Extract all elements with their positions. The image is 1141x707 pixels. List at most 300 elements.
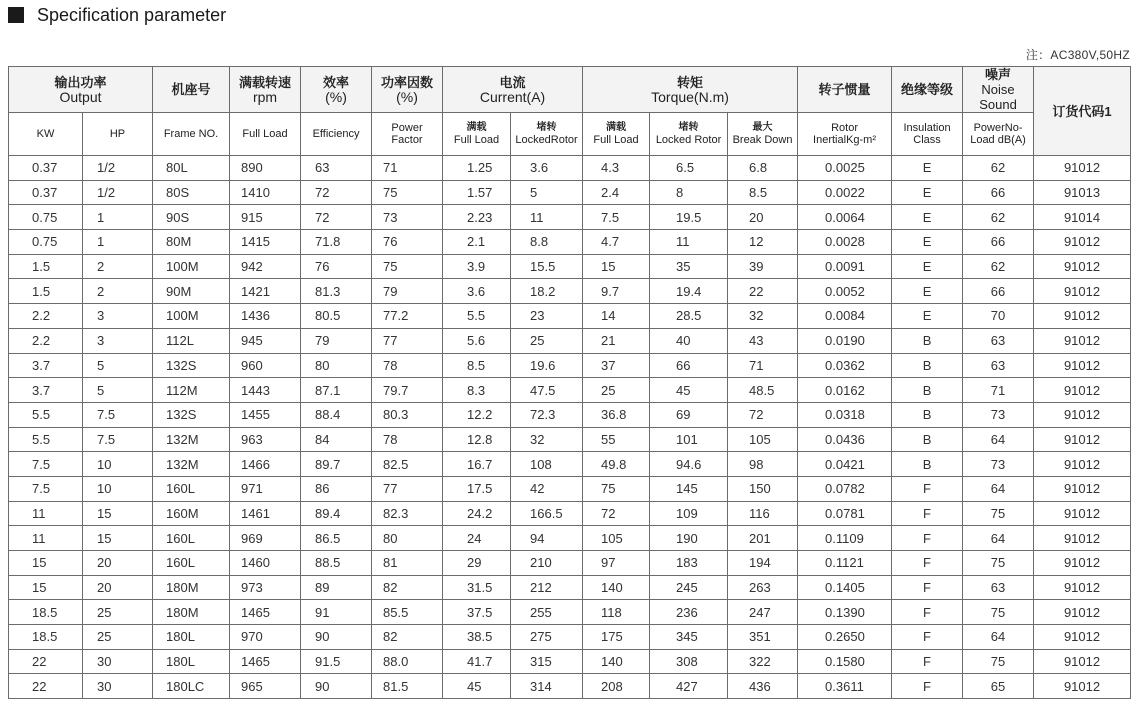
cell-speed: 1443 <box>230 378 301 403</box>
cell-frame: 80L <box>153 156 230 181</box>
col-frame <box>153 67 230 113</box>
table-row <box>9 230 1131 255</box>
cell-rotor-inertia: 0.0436 <box>798 427 892 452</box>
cell-torque-full: 4.7 <box>583 230 650 255</box>
table-row <box>9 625 1131 650</box>
table-row <box>9 649 1131 674</box>
cell-kw: 0.75 <box>9 205 83 230</box>
rotor-line1: Rotor <box>831 122 858 134</box>
cell-torque-max: 116 <box>728 501 798 526</box>
noise-line2: Load dB(A) <box>970 134 1026 146</box>
spec-table-body <box>9 156 1131 699</box>
cell-speed: 1421 <box>230 279 301 304</box>
cell-current-locked: 210 <box>511 551 583 576</box>
noise-line1: PowerNo- <box>973 122 1023 134</box>
cell-insulation: E <box>892 205 963 230</box>
cell-torque-max: 150 <box>728 476 798 501</box>
cell-rotor-inertia: 0.0318 <box>798 402 892 427</box>
cell-rotor-inertia: 0.0064 <box>798 205 892 230</box>
cell-noise: 62 <box>963 254 1034 279</box>
cell-speed: 942 <box>230 254 301 279</box>
cell-current-full: 37.5 <box>443 600 511 625</box>
cell-efficiency: 86 <box>301 476 372 501</box>
table-row <box>9 476 1131 501</box>
cell-current-locked: 25 <box>511 328 583 353</box>
cell-efficiency: 79 <box>301 328 372 353</box>
table-row <box>9 674 1131 699</box>
noise-en2: Sound <box>979 97 1017 112</box>
cell-hp: 2 <box>83 254 153 279</box>
table-row <box>9 575 1131 600</box>
sub-rotor <box>798 113 892 156</box>
cell-torque-locked: 245 <box>650 575 728 600</box>
cell-torque-full: 9.7 <box>583 279 650 304</box>
cell-current-locked: 315 <box>511 649 583 674</box>
cell-frame: 160L <box>153 476 230 501</box>
cell-torque-full: 208 <box>583 674 650 699</box>
cell-efficiency: 87.1 <box>301 378 372 403</box>
cell-power-factor: 71 <box>372 156 443 181</box>
cell-hp: 1/2 <box>83 180 153 205</box>
cell-kw: 5.5 <box>9 402 83 427</box>
cell-noise: 75 <box>963 501 1034 526</box>
cell-current-full: 8.3 <box>443 378 511 403</box>
cell-rotor-inertia: 0.0190 <box>798 328 892 353</box>
table-row <box>9 526 1131 551</box>
pf-line2: Factor <box>391 134 423 146</box>
sub-torque-locked <box>650 113 728 156</box>
cell-torque-max: 32 <box>728 304 798 329</box>
table-row <box>9 328 1131 353</box>
output-cn: 输出功率 <box>54 74 107 90</box>
cell-speed: 970 <box>230 625 301 650</box>
cell-kw: 22 <box>9 649 83 674</box>
cell-order-code: 91012 <box>1034 526 1131 551</box>
cell-noise: 75 <box>963 551 1034 576</box>
cell-current-full: 2.23 <box>443 205 511 230</box>
cell-power-factor: 80 <box>372 526 443 551</box>
cell-power-factor: 77.2 <box>372 304 443 329</box>
cell-power-factor: 77 <box>372 328 443 353</box>
cell-order-code: 91012 <box>1034 328 1131 353</box>
table-row <box>9 156 1131 181</box>
output-en: Output <box>59 88 102 105</box>
eff-en: (%) <box>325 88 347 105</box>
pf-cn: 功率因数 <box>381 74 434 90</box>
cell-torque-full: 14 <box>583 304 650 329</box>
torque-cn: 转矩 <box>677 74 704 90</box>
voltage-note: 注：AC380V,50HZ <box>1025 48 1130 62</box>
table-row <box>9 501 1131 526</box>
cell-efficiency: 86.5 <box>301 526 372 551</box>
cell-torque-locked: 183 <box>650 551 728 576</box>
cell-noise: 73 <box>963 452 1034 477</box>
cell-current-locked: 166.5 <box>511 501 583 526</box>
section-title-text: Specification parameter <box>37 4 227 25</box>
cell-kw: 5.5 <box>9 427 83 452</box>
cell-torque-full: 15 <box>583 254 650 279</box>
cell-torque-max: 351 <box>728 625 798 650</box>
cell-current-full: 12.2 <box>443 402 511 427</box>
cell-efficiency: 89 <box>301 575 372 600</box>
cell-power-factor: 82 <box>372 575 443 600</box>
cell-insulation: E <box>892 230 963 255</box>
cell-efficiency: 63 <box>301 156 372 181</box>
cell-torque-locked: 19.5 <box>650 205 728 230</box>
cell-hp: 15 <box>83 526 153 551</box>
cell-insulation: F <box>892 625 963 650</box>
cell-power-factor: 88.0 <box>372 649 443 674</box>
cell-order-code: 91012 <box>1034 600 1131 625</box>
cell-speed: 1436 <box>230 304 301 329</box>
current-en: Current(A) <box>479 88 546 105</box>
cell-frame: 100M <box>153 304 230 329</box>
table-row <box>9 452 1131 477</box>
cell-speed: 1461 <box>230 501 301 526</box>
sub-power-factor <box>372 113 443 156</box>
cell-torque-full: 97 <box>583 551 650 576</box>
cur-locked-cn: 堵转 <box>536 122 557 133</box>
pf-en: (%) <box>396 88 418 105</box>
cell-frame: 180M <box>153 600 230 625</box>
cell-order-code: 91012 <box>1034 427 1131 452</box>
cell-speed: 971 <box>230 476 301 501</box>
cell-noise: 65 <box>963 674 1034 699</box>
cell-noise: 62 <box>963 205 1034 230</box>
sub-current-full <box>443 113 511 156</box>
cur-locked-en: LockedRotor <box>515 134 578 146</box>
cell-insulation: F <box>892 526 963 551</box>
cell-torque-max: 48.5 <box>728 378 798 403</box>
cell-insulation: E <box>892 180 963 205</box>
col-rotor <box>798 67 892 113</box>
cell-order-code: 91012 <box>1034 254 1131 279</box>
cell-hp: 1/2 <box>83 156 153 181</box>
cell-order-code: 91012 <box>1034 625 1131 650</box>
cell-current-locked: 18.2 <box>511 279 583 304</box>
cell-order-code: 91012 <box>1034 674 1131 699</box>
cell-order-code: 91012 <box>1034 156 1131 181</box>
cell-current-full: 1.57 <box>443 180 511 205</box>
cell-frame: 160L <box>153 526 230 551</box>
cell-kw: 0.37 <box>9 180 83 205</box>
cell-kw: 15 <box>9 575 83 600</box>
cell-kw: 2.2 <box>9 304 83 329</box>
cell-kw: 18.5 <box>9 600 83 625</box>
ins-line2: Class <box>913 134 941 146</box>
cell-hp: 15 <box>83 501 153 526</box>
cell-efficiency: 89.4 <box>301 501 372 526</box>
cell-efficiency: 91.5 <box>301 649 372 674</box>
cell-power-factor: 80.3 <box>372 402 443 427</box>
cell-current-locked: 23 <box>511 304 583 329</box>
col-noise <box>963 67 1034 113</box>
cell-insulation: F <box>892 501 963 526</box>
cell-efficiency: 88.5 <box>301 551 372 576</box>
table-row <box>9 427 1131 452</box>
cell-hp: 10 <box>83 452 153 477</box>
cell-order-code: 91012 <box>1034 378 1131 403</box>
cell-power-factor: 82.5 <box>372 452 443 477</box>
cell-noise: 75 <box>963 600 1034 625</box>
cell-hp: 20 <box>83 551 153 576</box>
cell-hp: 20 <box>83 575 153 600</box>
table-row <box>9 600 1131 625</box>
cell-torque-max: 201 <box>728 526 798 551</box>
speed-en: rpm <box>252 88 278 105</box>
cell-speed: 960 <box>230 353 301 378</box>
cell-speed: 965 <box>230 674 301 699</box>
cell-hp: 25 <box>83 625 153 650</box>
cell-power-factor: 79 <box>372 279 443 304</box>
cell-efficiency: 81.3 <box>301 279 372 304</box>
cell-insulation: E <box>892 279 963 304</box>
cell-insulation: B <box>892 328 963 353</box>
cell-torque-locked: 94.6 <box>650 452 728 477</box>
cell-torque-max: 436 <box>728 674 798 699</box>
cell-order-code: 91012 <box>1034 353 1131 378</box>
cell-torque-locked: 101 <box>650 427 728 452</box>
cell-power-factor: 73 <box>372 205 443 230</box>
cell-efficiency: 90 <box>301 674 372 699</box>
noise-cn: 噪声 <box>985 67 1012 82</box>
cell-insulation: B <box>892 452 963 477</box>
cell-hp: 7.5 <box>83 427 153 452</box>
cell-current-locked: 72.3 <box>511 402 583 427</box>
cell-efficiency: 90 <box>301 625 372 650</box>
cell-power-factor: 82.3 <box>372 501 443 526</box>
cell-power-factor: 85.5 <box>372 600 443 625</box>
eff-cn: 效率 <box>323 74 350 90</box>
cell-order-code: 91012 <box>1034 551 1131 576</box>
cell-current-full: 24 <box>443 526 511 551</box>
spec-table <box>8 66 1131 699</box>
noise-en1: Noise <box>981 82 1015 97</box>
cell-current-locked: 255 <box>511 600 583 625</box>
cell-noise: 63 <box>963 575 1034 600</box>
cell-power-factor: 78 <box>372 353 443 378</box>
cell-noise: 63 <box>963 328 1034 353</box>
cell-current-locked: 3.6 <box>511 156 583 181</box>
cell-torque-full: 37 <box>583 353 650 378</box>
cell-rotor-inertia: 0.2650 <box>798 625 892 650</box>
cell-current-full: 8.5 <box>443 353 511 378</box>
current-cn: 电流 <box>499 74 526 90</box>
tq-max-en: Break Down <box>732 134 793 146</box>
col-efficiency <box>301 67 372 113</box>
cur-full-cn: 满载 <box>466 122 487 133</box>
cell-rotor-inertia: 0.0028 <box>798 230 892 255</box>
sub-hp: HP <box>83 113 153 156</box>
table-row <box>9 402 1131 427</box>
cell-hp: 5 <box>83 353 153 378</box>
tq-locked-en: Locked Rotor <box>655 134 722 146</box>
cell-hp: 7.5 <box>83 402 153 427</box>
cell-torque-max: 105 <box>728 427 798 452</box>
cell-order-code: 91012 <box>1034 452 1131 477</box>
table-row <box>9 378 1131 403</box>
sub-torque-max <box>728 113 798 156</box>
cell-frame: 160M <box>153 501 230 526</box>
cell-torque-full: 21 <box>583 328 650 353</box>
cell-frame: 112M <box>153 378 230 403</box>
table-row <box>9 279 1131 304</box>
cell-torque-max: 6.8 <box>728 156 798 181</box>
cell-rotor-inertia: 0.1405 <box>798 575 892 600</box>
cell-speed: 945 <box>230 328 301 353</box>
cell-kw: 11 <box>9 526 83 551</box>
cell-frame: 90M <box>153 279 230 304</box>
cell-torque-max: 43 <box>728 328 798 353</box>
cell-power-factor: 79.7 <box>372 378 443 403</box>
cell-power-factor: 76 <box>372 230 443 255</box>
cell-kw: 0.37 <box>9 156 83 181</box>
cell-order-code: 91013 <box>1034 180 1131 205</box>
cell-hp: 3 <box>83 304 153 329</box>
cell-kw: 7.5 <box>9 476 83 501</box>
cell-hp: 2 <box>83 279 153 304</box>
cell-insulation: F <box>892 600 963 625</box>
cell-current-full: 17.5 <box>443 476 511 501</box>
cell-current-locked: 94 <box>511 526 583 551</box>
cell-speed: 1410 <box>230 180 301 205</box>
cell-torque-full: 175 <box>583 625 650 650</box>
cell-torque-full: 55 <box>583 427 650 452</box>
cell-current-full: 31.5 <box>443 575 511 600</box>
cell-torque-locked: 236 <box>650 600 728 625</box>
col-insulation <box>892 67 963 113</box>
cell-order-code: 91014 <box>1034 205 1131 230</box>
cell-current-locked: 47.5 <box>511 378 583 403</box>
cell-frame: 180L <box>153 649 230 674</box>
cell-current-full: 2.1 <box>443 230 511 255</box>
cell-order-code: 91012 <box>1034 230 1131 255</box>
cell-torque-locked: 66 <box>650 353 728 378</box>
tq-max-cn: 最大 <box>752 122 773 133</box>
cell-speed: 1415 <box>230 230 301 255</box>
cell-efficiency: 72 <box>301 180 372 205</box>
cell-efficiency: 72 <box>301 205 372 230</box>
sub-current-locked <box>511 113 583 156</box>
col-torque <box>583 67 798 113</box>
cell-rotor-inertia: 0.0782 <box>798 476 892 501</box>
sub-kw: KW <box>9 113 83 156</box>
col-output <box>9 67 153 113</box>
cell-current-locked: 275 <box>511 625 583 650</box>
cell-torque-locked: 109 <box>650 501 728 526</box>
sub-insulation <box>892 113 963 156</box>
cell-order-code: 91012 <box>1034 402 1131 427</box>
cell-current-locked: 11 <box>511 205 583 230</box>
cell-noise: 64 <box>963 427 1034 452</box>
cell-torque-max: 12 <box>728 230 798 255</box>
cell-rotor-inertia: 0.0091 <box>798 254 892 279</box>
cell-torque-full: 118 <box>583 600 650 625</box>
cell-torque-locked: 427 <box>650 674 728 699</box>
cell-torque-locked: 145 <box>650 476 728 501</box>
cell-efficiency: 84 <box>301 427 372 452</box>
cell-efficiency: 91 <box>301 600 372 625</box>
cell-torque-full: 140 <box>583 575 650 600</box>
cell-frame: 180M <box>153 575 230 600</box>
cell-current-locked: 212 <box>511 575 583 600</box>
cell-speed: 1460 <box>230 551 301 576</box>
cell-insulation: F <box>892 551 963 576</box>
cell-hp: 30 <box>83 649 153 674</box>
cell-torque-max: 8.5 <box>728 180 798 205</box>
cell-torque-full: 25 <box>583 378 650 403</box>
cell-kw: 3.7 <box>9 378 83 403</box>
tq-full-en: Full Load <box>593 134 639 146</box>
cell-rotor-inertia: 0.0781 <box>798 501 892 526</box>
cell-current-full: 41.7 <box>443 649 511 674</box>
cell-current-locked: 32 <box>511 427 583 452</box>
cell-torque-locked: 345 <box>650 625 728 650</box>
cell-insulation: F <box>892 476 963 501</box>
cell-rotor-inertia: 0.3611 <box>798 674 892 699</box>
cell-order-code: 91012 <box>1034 476 1131 501</box>
cell-order-code: 91012 <box>1034 501 1131 526</box>
cell-torque-full: 7.5 <box>583 205 650 230</box>
cell-torque-locked: 40 <box>650 328 728 353</box>
cell-rotor-inertia: 0.0025 <box>798 156 892 181</box>
cell-torque-locked: 28.5 <box>650 304 728 329</box>
cell-torque-locked: 6.5 <box>650 156 728 181</box>
cell-current-full: 38.5 <box>443 625 511 650</box>
section-title <box>8 5 226 25</box>
cell-noise: 64 <box>963 476 1034 501</box>
cell-rotor-inertia: 0.0084 <box>798 304 892 329</box>
cell-noise: 70 <box>963 304 1034 329</box>
cell-noise: 75 <box>963 649 1034 674</box>
cell-torque-max: 22 <box>728 279 798 304</box>
cell-torque-max: 39 <box>728 254 798 279</box>
cell-efficiency: 71.8 <box>301 230 372 255</box>
cell-speed: 963 <box>230 427 301 452</box>
cell-torque-locked: 45 <box>650 378 728 403</box>
rotor-cn: 转子惯量 <box>818 82 871 97</box>
cell-insulation: F <box>892 674 963 699</box>
cell-torque-locked: 308 <box>650 649 728 674</box>
sub-noise <box>963 113 1034 156</box>
cell-power-factor: 77 <box>372 476 443 501</box>
cell-frame: 180L <box>153 625 230 650</box>
cell-current-locked: 8.8 <box>511 230 583 255</box>
cell-frame: 80M <box>153 230 230 255</box>
cell-current-full: 1.25 <box>443 156 511 181</box>
tq-locked-cn: 堵转 <box>678 122 699 133</box>
cell-power-factor: 75 <box>372 254 443 279</box>
cell-current-locked: 5 <box>511 180 583 205</box>
cell-current-locked: 15.5 <box>511 254 583 279</box>
cell-insulation: E <box>892 156 963 181</box>
cell-power-factor: 81 <box>372 551 443 576</box>
cell-kw: 7.5 <box>9 452 83 477</box>
cell-frame: 180LC <box>153 674 230 699</box>
cell-torque-locked: 19.4 <box>650 279 728 304</box>
cell-speed: 1465 <box>230 600 301 625</box>
speed-cn: 满载转速 <box>239 74 292 90</box>
cell-current-full: 16.7 <box>443 452 511 477</box>
cell-current-full: 29 <box>443 551 511 576</box>
sub-frame: Frame NO. <box>153 113 230 156</box>
cell-torque-locked: 8 <box>650 180 728 205</box>
cell-speed: 915 <box>230 205 301 230</box>
cell-kw: 0.75 <box>9 230 83 255</box>
cell-torque-max: 263 <box>728 575 798 600</box>
cell-torque-full: 4.3 <box>583 156 650 181</box>
cell-efficiency: 89.7 <box>301 452 372 477</box>
